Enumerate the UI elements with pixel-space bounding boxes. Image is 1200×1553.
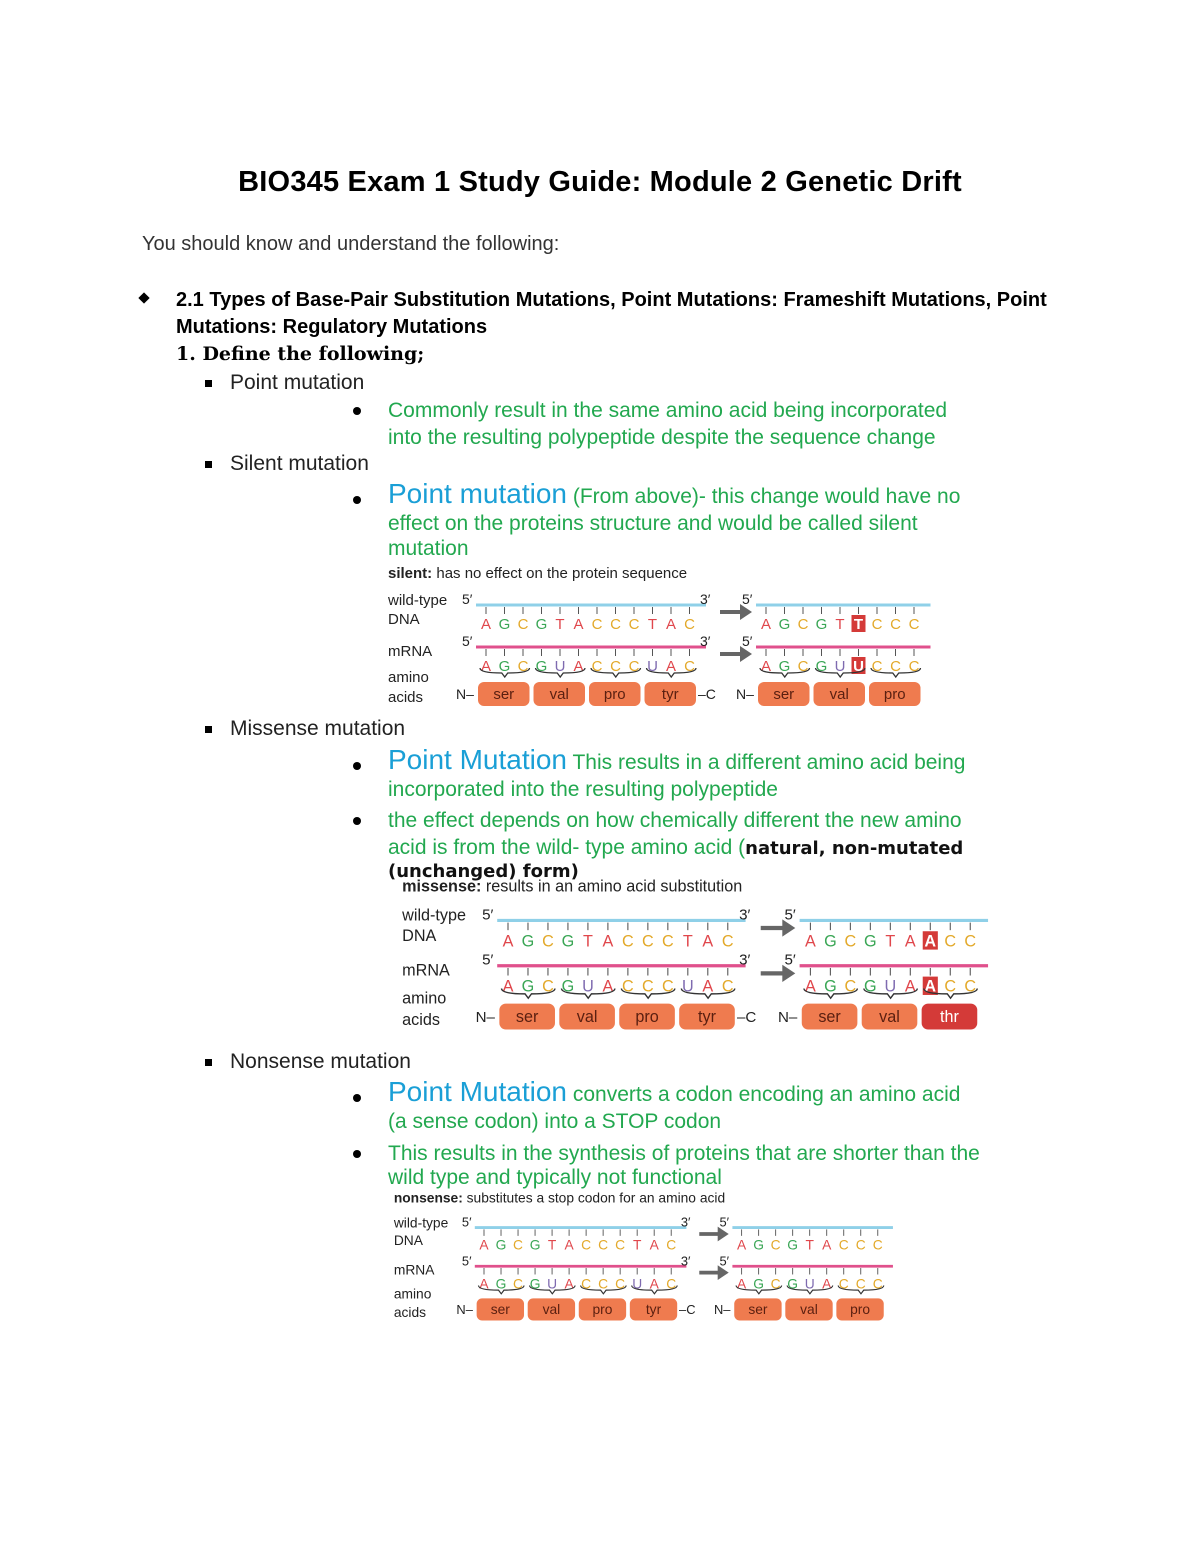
mut-amino-acid-label: val — [829, 686, 849, 703]
wt-mrna-base-label: G — [521, 977, 535, 996]
wt-mrna-base-label: C — [615, 1276, 626, 1292]
mut-mrna-base-label: C — [770, 1276, 781, 1292]
row-label-dna: DNA — [402, 926, 437, 945]
three-prime-label: 3′ — [739, 906, 751, 924]
wt-mrna-base-label: C — [542, 977, 554, 996]
mut-mrna-base-label: C — [964, 977, 977, 996]
diagram-caption — [388, 565, 687, 582]
wt-dna-base-label: G — [495, 1237, 507, 1253]
mut-mrna-base-label: A — [822, 1276, 832, 1292]
wt-dna-base-label: C — [517, 616, 529, 633]
three-prime-label: 3′ — [739, 951, 751, 969]
row-label-amino: amino — [393, 1286, 432, 1302]
mut-dna-base-label: C — [964, 932, 977, 951]
n-terminus-label: N– — [736, 686, 754, 702]
wt-amino-acid-label: pro — [603, 686, 626, 703]
row-label-acids: acids — [393, 1304, 427, 1320]
five-prime-label: 5′ — [719, 1253, 730, 1269]
three-prime-label: 3′ — [680, 1214, 691, 1230]
wt-dna-base-label: C — [598, 1237, 609, 1253]
wt-mrna-base-label: C — [581, 1276, 592, 1292]
wt-dna-base-label: T — [555, 616, 565, 633]
mut-dna-base-label: T — [853, 616, 864, 633]
point-mutation-definition: Commonly result in the same amino acid being incorporated into the resulting polypeptide despite the sequence change — [388, 399, 948, 449]
wt-amino-acid-label: val — [542, 1302, 561, 1318]
wt-dna-base-label: A — [479, 1237, 489, 1253]
section-heading: 2.1 Types of Base-Pair Substitution Mutations, Point Mutations: Frameshift Mutations, Point Mutations: Regulatory Mutations — [176, 289, 1047, 338]
five-prime-label: 5′ — [742, 591, 753, 607]
wt-amino-acid-label: ser — [493, 686, 515, 703]
square-bullet-icon — [205, 726, 212, 733]
term-silent-mutation: Silent mutation — [230, 452, 369, 475]
mut-dna-base-label: A — [760, 616, 772, 633]
mut-dna-base-label: C — [872, 1237, 883, 1253]
wt-dna-base-label: G — [561, 932, 575, 951]
square-bullet-icon — [205, 1059, 212, 1066]
wt-dna-base-label: A — [602, 932, 614, 951]
n-terminus-label: N– — [475, 1008, 495, 1026]
define-heading: 1. Define the following; — [176, 343, 425, 365]
caption-bold: silent: — [388, 565, 433, 582]
wt-amino-acid-label: tyr — [697, 1007, 716, 1026]
mut-mrna-base-label: G — [787, 1276, 799, 1292]
wt-mrna-base-label: U — [582, 977, 594, 996]
wt-amino-acid-label: tyr — [645, 1302, 662, 1318]
wt-mrna-base-label: U — [681, 977, 694, 996]
wt-dna-base-label: A — [502, 932, 514, 951]
row-label-mrna: mRNA — [388, 643, 433, 660]
term-nonsense-mutation: Nonsense mutation — [230, 1050, 411, 1073]
wt-dna-base-label: A — [665, 616, 677, 633]
missense-mutation-definition: Point Mutation This results in a different amino acid being incorporated into the resulting polypeptide — [388, 744, 966, 801]
wt-mrna-base-label: U — [554, 658, 566, 675]
mut-dna-base-label: A — [822, 1237, 832, 1253]
wt-dna-base-label: C — [622, 932, 634, 951]
mut-mrna-base-label: A — [904, 977, 916, 996]
diagram-group — [393, 1191, 893, 1321]
wt-dna-base-label: C — [542, 932, 554, 951]
wt-dna-base-label: C — [628, 616, 640, 633]
wt-mrna-base-label: A — [479, 1276, 489, 1292]
wt-mrna-base-label: A — [665, 658, 677, 675]
round-bullet-icon — [353, 496, 361, 504]
round-bullet-icon — [353, 817, 361, 825]
wt-mrna-base-label: C — [591, 658, 603, 675]
mut-dna-base-label: C — [844, 932, 857, 951]
three-prime-label: 3′ — [700, 591, 711, 607]
row-label-acids: acids — [402, 1011, 440, 1030]
row-label-dna: DNA — [388, 611, 420, 628]
silent-mutation-diagram — [386, 562, 946, 712]
mut-mrna-base-label: G — [815, 658, 828, 675]
wt-mrna-base-label: C — [610, 658, 621, 675]
round-bullet-icon — [353, 407, 361, 415]
mut-mrna-base-label: C — [855, 1276, 866, 1292]
mut-dna-base-label: C — [890, 616, 901, 633]
mut-dna-base-label: G — [787, 1237, 799, 1253]
caption-rest: substitutes a stop codon for an amino acid — [462, 1190, 726, 1206]
n-terminus-label: N– — [456, 686, 474, 702]
wt-mrna-base-label: A — [502, 977, 514, 996]
five-prime-label: 5′ — [461, 1253, 472, 1269]
nonsense-effect-text: This results in the synthesis of proteins that are shorter than the wild type and typically not functional — [388, 1142, 980, 1189]
five-prime-label: 5′ — [461, 1214, 472, 1230]
mut-dna-base-label: G — [753, 1237, 764, 1253]
mut-mrna-base-label: C — [844, 977, 857, 996]
mut-dna-base-label: G — [815, 616, 828, 633]
wt-dna-base-label: C — [581, 1237, 592, 1253]
square-bullet-icon — [205, 461, 212, 468]
c-terminus-label: –C — [679, 1302, 696, 1318]
mut-mrna-base-label: U — [804, 1276, 815, 1292]
mut-mrna-base-label: C — [908, 658, 920, 675]
mut-mrna-base-label: C — [872, 1276, 883, 1292]
wt-mrna-base-label: C — [598, 1276, 609, 1292]
diagram-group — [387, 565, 931, 706]
wt-dna-base-label: A — [573, 616, 584, 633]
wt-dna-base-label: G — [529, 1237, 541, 1253]
diagram-group — [401, 877, 988, 1029]
five-prime-label: 5′ — [482, 951, 494, 969]
wt-mrna-base-label: C — [661, 977, 674, 996]
mut-mrna-base-label: G — [864, 977, 877, 996]
mut-mrna-base-label: C — [890, 658, 901, 675]
intro-text: You should know and understand the following: — [142, 233, 560, 255]
mut-dna-base-label: A — [804, 932, 816, 951]
wt-mrna-base-label: C — [666, 1276, 677, 1292]
caption-rest: has no effect on the protein sequence — [432, 565, 688, 582]
wt-dna-base-label: A — [649, 1237, 659, 1253]
mut-dna-base-label: C — [838, 1237, 849, 1253]
mut-amino-acid-label: ser — [748, 1302, 768, 1318]
five-prime-label: 5′ — [719, 1214, 730, 1230]
wt-dna-base-label: C — [666, 1237, 677, 1253]
wt-mrna-base-label: U — [632, 1276, 643, 1292]
wt-dna-base-label: C — [684, 616, 695, 633]
wt-dna-base-label: T — [632, 1237, 642, 1253]
mut-dna-base-label: C — [944, 932, 957, 951]
n-terminus-label: N– — [714, 1302, 731, 1318]
page-title: BIO345 Exam 1 Study Guide: Module 2 Genetic Drift — [238, 166, 962, 198]
wt-dna-base-label: G — [535, 616, 548, 633]
wt-mrna-base-label: G — [535, 658, 548, 675]
five-prime-label: 5′ — [784, 951, 796, 969]
wt-mrna-base-label: C — [642, 977, 654, 996]
mut-dna-base-label: A — [924, 932, 937, 951]
mut-mrna-base-label: G — [753, 1276, 764, 1292]
wt-mrna-base-label: G — [498, 658, 511, 675]
square-bullet-icon — [205, 380, 212, 387]
row-label-wild-type: wild-type — [393, 1215, 449, 1231]
row-label-acids: acids — [388, 689, 424, 706]
round-bullet-icon — [353, 1150, 361, 1158]
mut-mrna-base-label: G — [824, 977, 837, 996]
mut-dna-base-label: C — [871, 616, 883, 633]
five-prime-label: 5′ — [784, 906, 796, 924]
wt-mrna-base-label: U — [547, 1276, 558, 1292]
n-terminus-label: N– — [456, 1302, 473, 1318]
wt-mrna-base-label: A — [649, 1276, 659, 1292]
mut-amino-acid-label: pro — [850, 1302, 871, 1318]
mut-mrna-base-label: A — [924, 977, 937, 996]
wt-mrna-base-label: A — [480, 658, 492, 675]
round-bullet-icon — [353, 1094, 361, 1102]
wt-mrna-base-label: C — [684, 658, 695, 675]
wt-dna-base-label: T — [647, 616, 658, 633]
wt-dna-base-label: T — [582, 932, 593, 951]
c-terminus-label: –C — [698, 686, 716, 702]
mut-dna-base-label: C — [855, 1237, 866, 1253]
section-bullet-icon — [138, 292, 149, 303]
wt-amino-acid-label: ser — [515, 1007, 539, 1026]
mut-mrna-base-label: G — [778, 658, 791, 675]
wt-dna-base-label: C — [642, 932, 654, 951]
n-terminus-label: N– — [778, 1008, 798, 1026]
wt-mrna-base-label: G — [495, 1276, 507, 1292]
five-prime-label: 5′ — [462, 633, 473, 649]
row-label-amino: amino — [402, 989, 447, 1008]
wt-dna-base-label: A — [564, 1237, 574, 1253]
wt-dna-base-label: G — [498, 616, 511, 633]
mut-mrna-base-label: C — [797, 658, 809, 675]
mut-amino-acid-label: ser — [818, 1007, 841, 1026]
mut-mrna-base-label: A — [760, 658, 772, 675]
diagram-caption — [394, 1191, 725, 1206]
wt-dna-base-label: G — [521, 932, 535, 951]
row-label-amino: amino — [388, 669, 429, 686]
caption-rest: results in an amino acid substitution — [481, 877, 743, 896]
wt-amino-acid-label: val — [576, 1007, 598, 1026]
mut-dna-base-label: G — [864, 932, 877, 951]
mut-dna-base-label: A — [904, 932, 916, 951]
wt-mrna-base-label: G — [561, 977, 575, 996]
wt-amino-acid-label: ser — [490, 1302, 510, 1318]
wt-mrna-base-label: A — [573, 658, 584, 675]
wt-dna-base-label: T — [547, 1237, 557, 1253]
five-prime-label: 5′ — [482, 906, 494, 924]
wt-dna-base-label: A — [480, 616, 492, 633]
mut-dna-base-label: C — [797, 616, 809, 633]
missense-mutation-diagram — [400, 874, 1000, 1034]
mut-dna-base-label: T — [885, 932, 896, 951]
wt-mrna-base-label: C — [721, 977, 734, 996]
row-label-wild-type: wild-type — [402, 906, 467, 925]
row-label-mrna: mRNA — [393, 1262, 435, 1278]
mut-amino-acid-label: val — [879, 1007, 900, 1026]
mut-dna-base-label: C — [908, 616, 920, 633]
mut-mrna-base-label: A — [736, 1276, 747, 1292]
row-label-wild-type: wild-type — [388, 592, 448, 609]
mut-dna-base-label: G — [778, 616, 791, 633]
wt-dna-base-label: T — [682, 932, 693, 951]
mut-amino-acid-label: pro — [883, 686, 906, 703]
wt-dna-base-label: C — [591, 616, 603, 633]
wt-mrna-base-label: C — [517, 658, 529, 675]
mut-dna-base-label: T — [835, 616, 845, 633]
mut-mrna-base-label: C — [944, 977, 957, 996]
wt-dna-base-label: C — [610, 616, 621, 633]
mut-mrna-base-label: C — [871, 658, 883, 675]
wt-amino-acid-label: tyr — [661, 686, 679, 703]
diagram-caption — [402, 877, 742, 895]
mut-mrna-base-label: U — [853, 658, 864, 675]
term-missense-mutation: Missense mutation — [230, 717, 406, 740]
mut-dna-base-label: C — [770, 1237, 781, 1253]
mut-amino-acid-label: ser — [773, 686, 795, 703]
round-bullet-icon — [353, 762, 361, 770]
caption-bold: missense: — [402, 877, 482, 896]
term-point-mutation: Point mutation — [230, 371, 365, 394]
five-prime-label: 5′ — [742, 633, 753, 649]
wt-dna-base-label: C — [661, 932, 674, 951]
wt-mrna-base-label: C — [513, 1276, 524, 1292]
nonsense-mutation-diagram — [392, 1188, 902, 1328]
c-terminus-label: –C — [736, 1008, 757, 1026]
mut-mrna-base-label: U — [884, 977, 897, 996]
missense-effect-text: the effect depends on how chemically different the new amino acid is from the wild- type amino acid (natural, non-mutated (unchanged) form) — [388, 809, 964, 882]
wt-mrna-base-label: A — [564, 1276, 574, 1292]
wt-amino-acid-label: pro — [592, 1302, 613, 1318]
row-label-mrna: mRNA — [402, 961, 450, 980]
wt-dna-base-label: A — [702, 932, 714, 951]
mut-dna-base-label: T — [805, 1237, 814, 1253]
mut-mrna-base-label: A — [804, 977, 816, 996]
mut-dna-base-label: A — [736, 1237, 747, 1253]
wt-mrna-base-label: C — [628, 658, 640, 675]
wt-amino-acid-label: pro — [635, 1007, 659, 1026]
wt-dna-base-label: C — [513, 1237, 524, 1253]
wt-dna-base-label: C — [721, 932, 734, 951]
five-prime-label: 5′ — [462, 591, 473, 607]
mut-dna-base-label: G — [824, 932, 837, 951]
mut-amino-acid-label: val — [800, 1302, 818, 1318]
wt-mrna-base-label: U — [647, 658, 658, 675]
silent-mutation-definition: Point mutation (From above)- this change would have no effect on the proteins structure and would be called silent mutation — [388, 478, 961, 560]
wt-mrna-base-label: A — [602, 977, 614, 996]
wt-mrna-base-label: C — [622, 977, 634, 996]
wt-mrna-base-label: A — [702, 977, 714, 996]
nonsense-mutation-definition: Point Mutation converts a codon encoding an amino acid (a sense codon) into a STOP codon — [388, 1076, 961, 1133]
mut-amino-acid-label: thr — [939, 1007, 959, 1026]
wt-amino-acid-label: val — [549, 686, 569, 703]
three-prime-label: 3′ — [700, 633, 711, 649]
row-label-dna: DNA — [393, 1233, 423, 1249]
wt-mrna-base-label: G — [529, 1276, 541, 1292]
caption-bold: nonsense: — [393, 1190, 463, 1206]
mut-mrna-base-label: C — [838, 1276, 849, 1292]
mut-mrna-base-label: U — [834, 658, 846, 675]
wt-dna-base-label: C — [615, 1237, 626, 1253]
three-prime-label: 3′ — [680, 1253, 691, 1269]
